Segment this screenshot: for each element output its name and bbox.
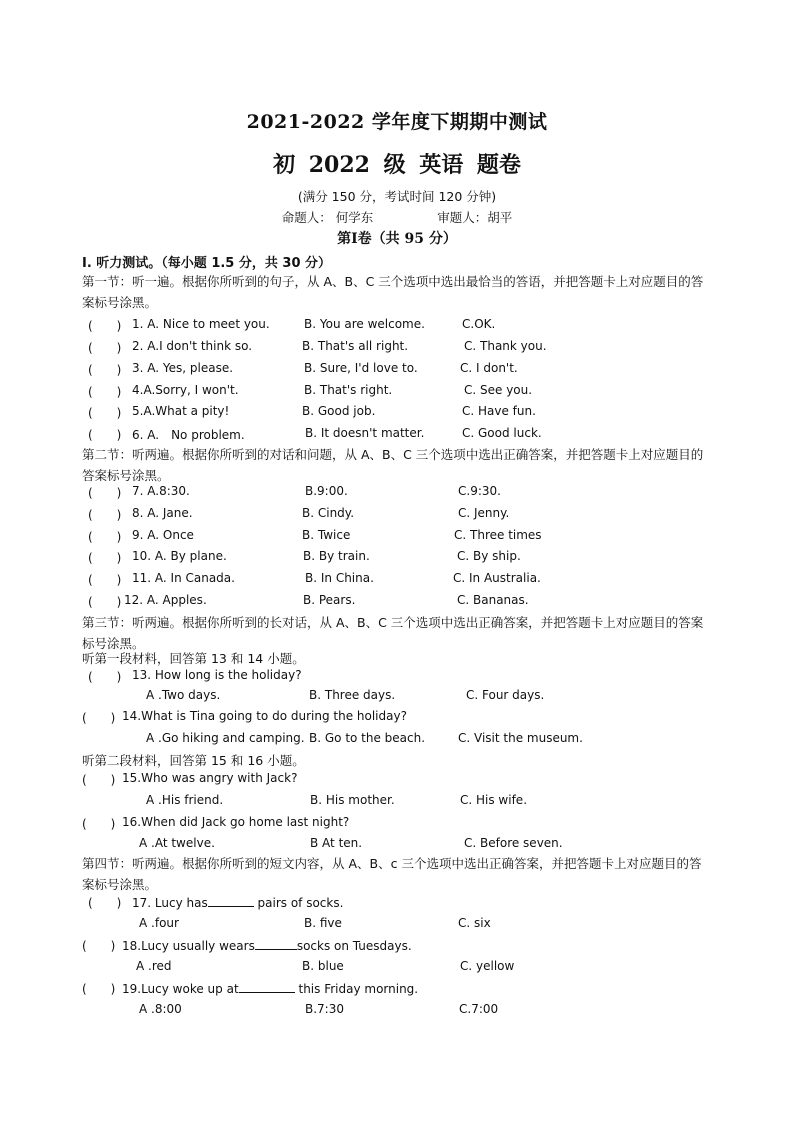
setter-label: 命题人： <box>281 210 332 225</box>
exam-subtitle: 初 2022 级 英语 题卷 <box>273 152 521 178</box>
score-info: (满分 150 分，考试时间 120 分钟) <box>297 189 497 204</box>
answer-blank <box>239 980 295 993</box>
answer-blank <box>255 937 297 950</box>
reviewer-label: 审题人：胡平 <box>437 210 513 225</box>
section-heading: I. 听力测试。（每小题 1.5 分，共 30 分） <box>82 256 332 271</box>
part2-instruction: 第二节：听两遍。根据你所听到的对话和问题，从 A、B、C 三个选项中选出正确答案，并把答题卡上对应题目的答案标号涂黑。 <box>82 447 704 483</box>
part3-instruction: 第三节：听两遍。根据你所听到的长对话，从 A、B、C 三个选项中选出正确答案，并把答题卡上对应题目的答案标号涂黑。 <box>82 615 704 651</box>
material1-note: 听第一段材料，回答第 13 和 14 小题。 <box>82 651 305 666</box>
exam-page: 2021-2022 学年度下期期中测试 初 2022 级 英语 题卷 (满分 150 分，考试时间 120 分钟) 命题人： 何学东 审题人：胡平 第Ⅰ卷（共 95 分） I. 听力测试。（每小题 1.5 分，共 30 分） 第一节：听一遍。根据你所听到的句子，从 A、B、C 三个选项中选出最恰当的答语，并把答题卡上对应题目的答案标号涂黑。 ( ) 1. A. Nice to meet you. B. You are welcome. C.OK. ( ) 2. A.I don't think so. B. That's all right. C. Thank you. ( ) 3. A. Yes, please. B. Sure, I'd love to. C. I don't. ( ) 4.A.Sorry, I won't. B. That's right. C. See you. ( ) 5.A.What a pity! B. Good job. C. Have fun. ( ) 6. A. No problem. B. It doesn't matter. C. Good luck. 第二节：听两遍。根据你所听到的对话和问题，从 A、B、C 三个选项中选出正确答案，并把答题卡上对应题目的答案标号涂黑。 ( ) 7. A.8:30. B.9:00. C.9:30. ( ) 8. A. Jane. B. Cindy. C. Jenny. ( ) 9. A. Once B. Twice C. Three times ( ) 10. A. By plane. B. By train. C. By ship. ( ) 11. A. In Canada. B. In China. C. In Australia. ( ) 12. A. Apples. B. Pears. C. Bananas. 第三节：听两遍。根据你所听到的长对话，从 A、B、C 三个选项中选出正确答案，并把答题卡上对应题目的答案标号涂黑。 听第一段材料，回答第 13 和 14 小题。 ( ) 13. How long is the holiday? A .Two days. B. Three days. C. Four days. ( ) 14.What is Tina going to do during the holiday? A .Go hiking and camping. B. Go to the beach. C. Visit the museum. 听第二段材料，回答第 15 和 16 小题。 ( ) 15.Who was angry with Jack? A .His friend. B. His mother. C. His wife. ( ) 16.When did Jack go home last night? A .At twelve. B At ten. C. Before seven. 第四节：听两遍。根据你所听到的短文内容，从 A、B、c 三个选项中选出正确答案，并把答题卡上对应题目的答案标号涂黑。 ( ) 17. Lucy has pairs of socks. A .four B. five C. six ( ) 18.Lucy usually wears socks on Tuesdays. A .red B. blue C. yellow ( ) 19.Lucy woke up at this Friday morning. A .8:00 B.7:30 C.7:00 <box>0 0 794 1123</box>
answer-blank <box>208 894 254 907</box>
material2-note: 听第二段材料，回答第 15 和 16 小题。 <box>82 753 305 768</box>
part4-instruction: 第四节：听两遍。根据你所听到的短文内容，从 A、B、c 三个选项中选出正确答案，并把答题卡上对应题目的答案标号涂黑。 <box>82 856 702 892</box>
part-title: 第Ⅰ卷（共 95 分） <box>337 231 457 247</box>
exam-title: 2021-2022 学年度下期期中测试 <box>246 111 548 133</box>
setter-name: 何学东 <box>335 210 374 225</box>
part1-instruction: 第一节：听一遍。根据你所听到的句子，从 A、B、C 三个选项中选出最恰当的答语，并把答题卡上对应题目的答案标号涂黑。 <box>82 274 704 310</box>
setter-line <box>0 208 794 226</box>
